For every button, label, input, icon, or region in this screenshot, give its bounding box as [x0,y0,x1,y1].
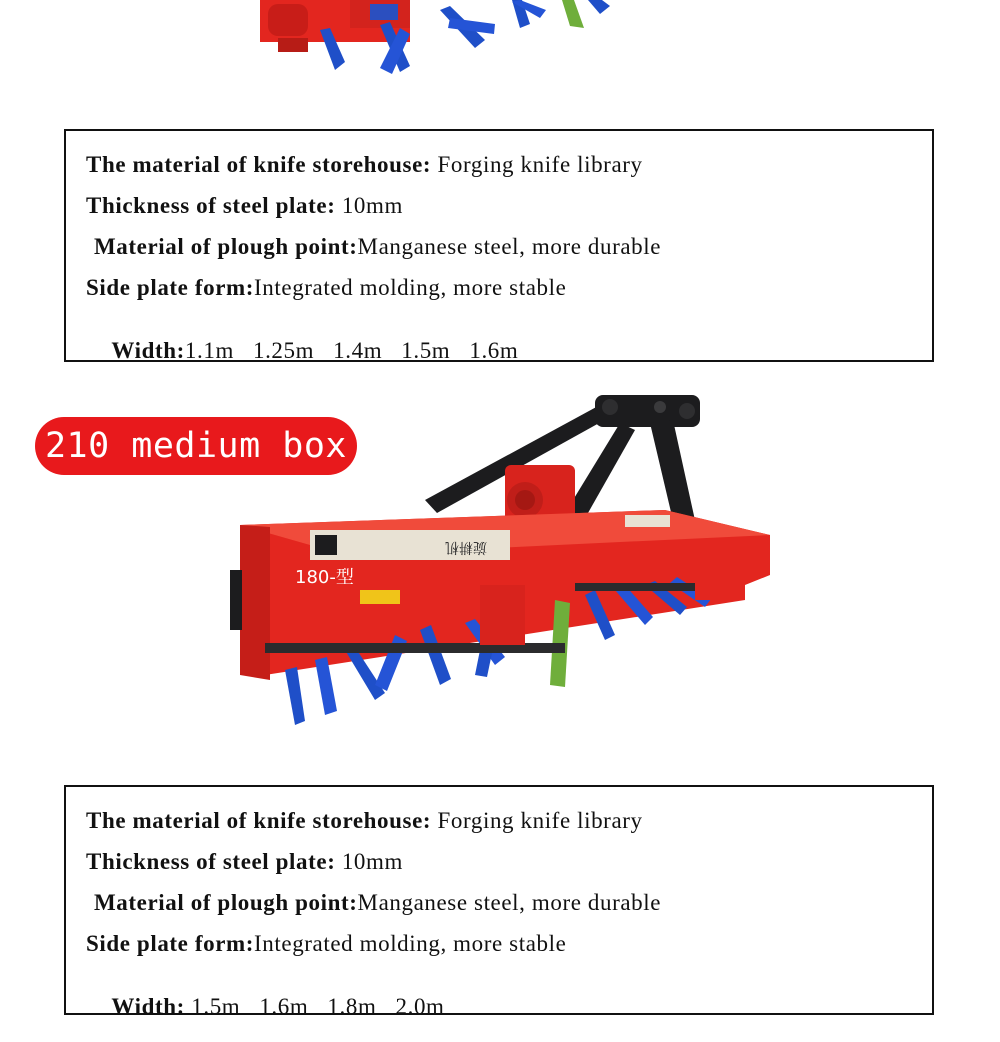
spec-label: Material of plough point: [94,234,358,259]
spec-value: 1.5m 1.6m 1.8m 2.0m [184,994,445,1019]
spec-row-plough-point [86,235,661,258]
spec-label: Material of plough point: [94,890,358,915]
rotary-tiller-image-main [225,385,780,730]
spec-label: Width: [111,994,185,1019]
spec-row-knife-material [86,809,643,832]
spec-value: 1.1m 1.25m 1.4m 1.5m 1.6m [184,338,519,363]
spec-row-width [86,972,445,1041]
spec-label: The material of knife storehouse: [86,152,432,177]
model-decal: 180-型 [295,567,354,588]
spec-label: Side plate form: [86,275,255,300]
spec-value: Manganese steel, more durable [357,234,662,259]
spec-label: Thickness of steel plate: [86,193,336,218]
spec-label: Side plate form: [86,931,255,956]
spec-value: Forging knife library [431,152,643,177]
spec-value: Integrated molding, more stable [254,275,567,300]
spec-row-plate-thickness [86,194,403,217]
spec-row-plate-thickness [86,850,403,873]
spec-label: The material of knife storehouse: [86,808,432,833]
spec-row-side-plate [86,276,566,299]
model-badge: 210 medium box [35,417,357,475]
spec-panel-top [64,129,934,362]
spec-row-side-plate [86,932,566,955]
spec-value: 10mm [335,849,403,874]
spec-label: Width: [111,338,185,363]
spec-value: 10mm [335,193,403,218]
spec-row-width [86,316,518,385]
spec-value: Integrated molding, more stable [254,931,567,956]
spec-value: Forging knife library [431,808,643,833]
svg-text:旋耕机: 旋耕机 [445,539,487,555]
spec-label: Thickness of steel plate: [86,849,336,874]
rotary-tiller-image-top [250,0,610,85]
spec-panel-bottom [64,785,934,1019]
spec-row-knife-material [86,153,643,176]
spec-value: Manganese steel, more durable [357,890,662,915]
spec-row-plough-point [86,891,661,914]
